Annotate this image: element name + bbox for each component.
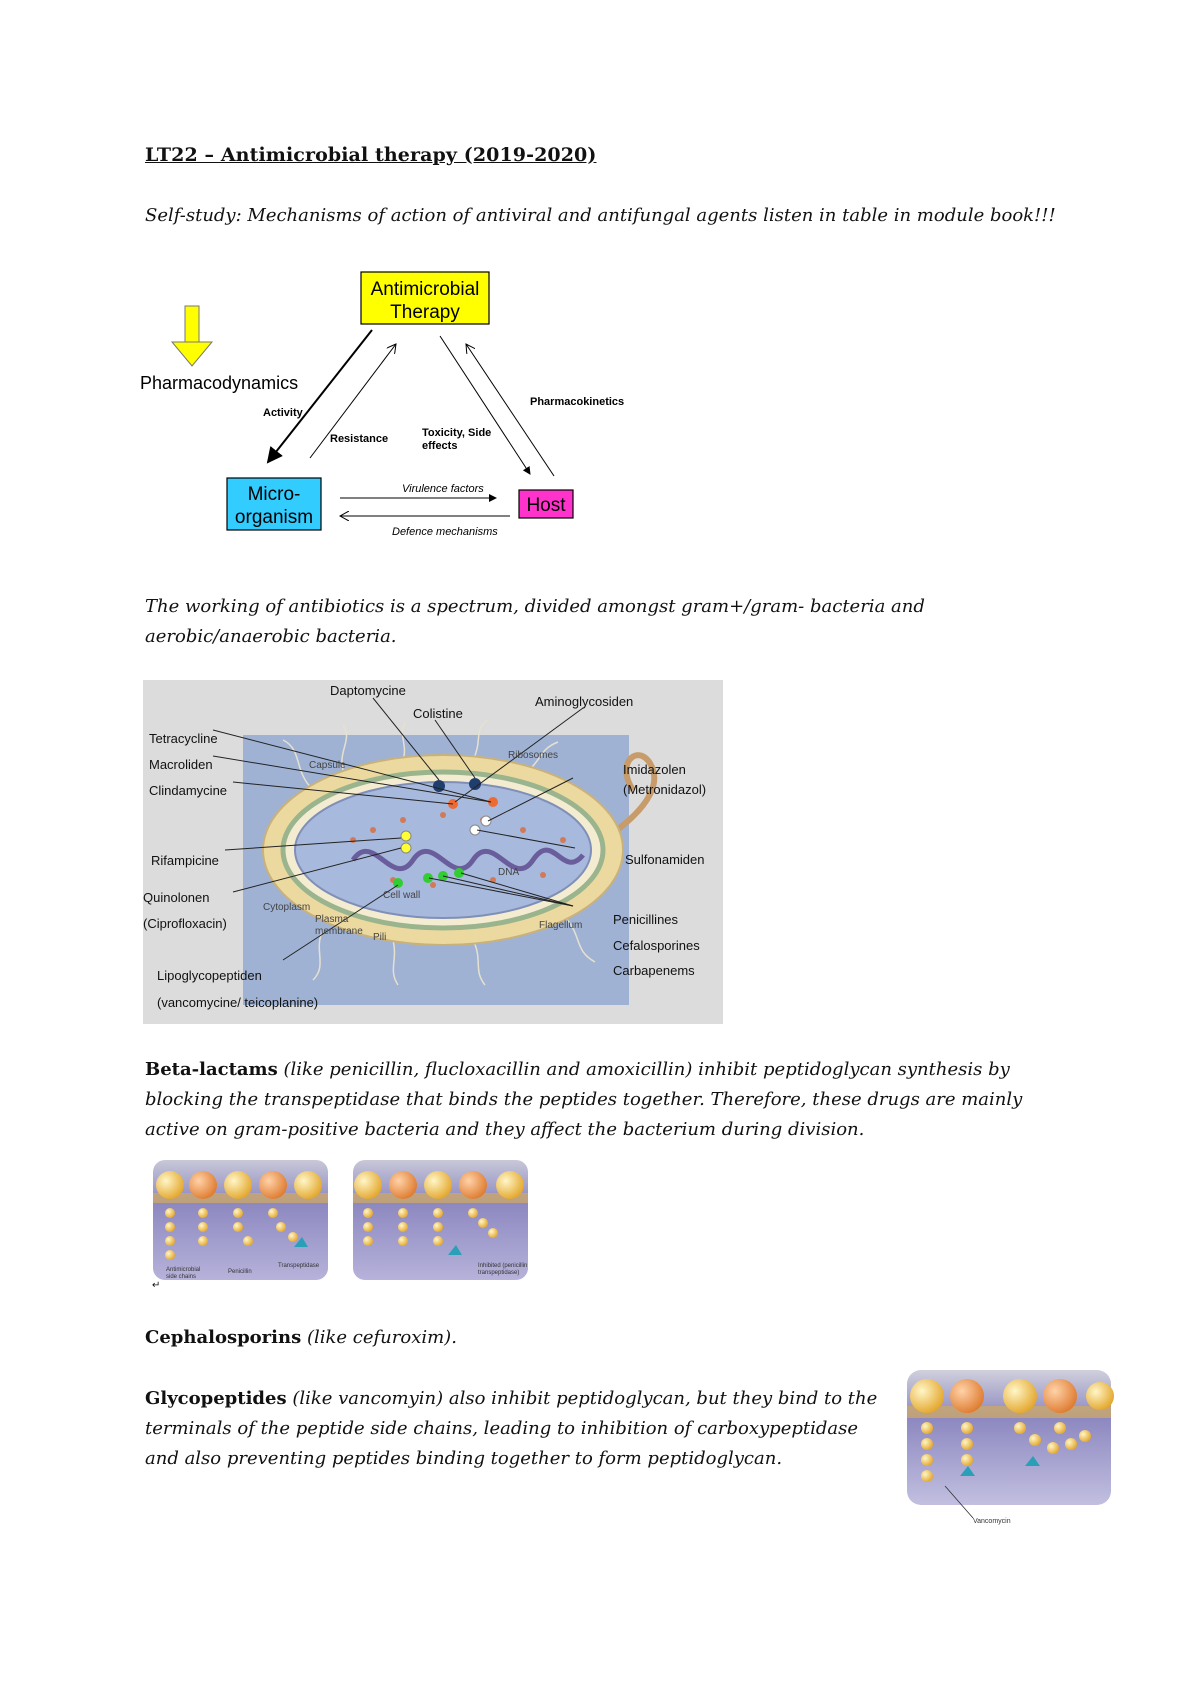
activity-label: Activity bbox=[263, 407, 303, 419]
label-tetracycline: Tetracycline bbox=[149, 731, 218, 746]
peptidoglycan-panel-2 bbox=[353, 1160, 528, 1280]
label-metronidazol: (Metronidazol) bbox=[623, 782, 707, 797]
imidazole-dot bbox=[481, 816, 491, 826]
micro-line2: organism bbox=[234, 507, 314, 528]
cephalosporins-text: (like cefuroxim). bbox=[301, 1327, 457, 1348]
img1-l1: Antimicrobial bbox=[166, 1267, 201, 1273]
glycopeptides-line-1 bbox=[145, 1384, 877, 1414]
inner-plasma-line1: Plasma bbox=[315, 914, 349, 925]
resistance-label: Resistance bbox=[330, 433, 389, 445]
label-carbapenems: Carbapenems bbox=[613, 963, 695, 978]
peptidoglycan-panel-1 bbox=[153, 1160, 328, 1280]
toxicity-arrow bbox=[440, 336, 530, 474]
inner-flagellum-label: Flagellum bbox=[539, 920, 583, 931]
host-label: Host bbox=[526, 495, 566, 516]
spectrum-line-1: The working of antibiotics is a spectrum, divided amongst gram+/gram- bacteria and bbox=[145, 596, 925, 617]
quinolone-dot bbox=[401, 843, 411, 853]
label-vancomycine: (vancomycine/ teicoplanine) bbox=[157, 995, 319, 1010]
img1-l3: Penicillin bbox=[228, 1269, 252, 1275]
img1-l4: Transpeptidase bbox=[278, 1263, 320, 1269]
vancomycin-illustration bbox=[905, 1368, 1115, 1528]
beta-lactams-line-2: blocking the transpeptidase that binds the peptides together. Therefore, these drugs are mainly bbox=[145, 1089, 1023, 1110]
virulence-label: Virulence factors bbox=[402, 483, 484, 495]
yellow-down-arrow-icon bbox=[172, 306, 212, 366]
inner-ribosomes-label: Ribosomes bbox=[508, 750, 559, 761]
label-imidazolen: Imidazolen bbox=[623, 762, 686, 777]
label-quinolonen: Quinolonen bbox=[143, 890, 210, 905]
spectrum-line-2: aerobic/anaerobic bacteria. bbox=[145, 626, 397, 647]
pharmacodynamics-label: Pharmacodynamics bbox=[140, 373, 299, 393]
lipoglyco-dot bbox=[393, 878, 403, 888]
pharmacokinetics-arrow bbox=[466, 344, 554, 476]
img2-l1: Inhibited (penicillin bbox=[478, 1263, 528, 1269]
vancomycin-label: Vancomycin bbox=[973, 1518, 1011, 1525]
top-box-line2: Therapy bbox=[390, 302, 460, 323]
glycopeptides-line-2: terminals of the peptide side chains, leading to inhibition of carboxypeptidase bbox=[145, 1418, 859, 1439]
footnote-mark: ↵ bbox=[152, 1280, 161, 1291]
micro-line1: Micro- bbox=[247, 484, 301, 505]
inner-capsule-label: Capsule bbox=[309, 760, 346, 771]
label-rifampicine: Rifampicine bbox=[151, 853, 219, 868]
label-sulfonamiden: Sulfonamiden bbox=[625, 852, 705, 867]
defence-label: Defence mechanisms bbox=[392, 526, 498, 537]
glycopeptides-term: Glycopeptides bbox=[145, 1388, 287, 1409]
label-macroliden: Macroliden bbox=[149, 757, 213, 772]
toxicity-line2: effects bbox=[422, 440, 458, 452]
label-daptomycine: Daptomycine bbox=[330, 683, 406, 698]
inner-dna-label: DNA bbox=[498, 867, 520, 878]
inner-cytoplasm-label: Cytoplasm bbox=[263, 902, 311, 913]
bacterial-cell-targets-diagram bbox=[143, 680, 723, 1024]
label-penicillines: Penicillines bbox=[613, 912, 679, 927]
beta-lactams-text-1: (like penicillin, flucloxacillin and amoxicillin) inhibit peptidoglycan synthesis by bbox=[277, 1059, 1010, 1080]
label-ciprofloxacin: (Ciprofloxacin) bbox=[143, 916, 227, 931]
cephalosporins-line bbox=[145, 1323, 457, 1353]
beta-lactams-line-3: active on gram-positive bacteria and they affect the bacterium during division. bbox=[145, 1119, 865, 1140]
label-cefalosporines: Cefalosporines bbox=[613, 938, 700, 953]
label-clindamycine: Clindamycine bbox=[149, 783, 228, 798]
inner-cellwall-label: Cell wall bbox=[383, 890, 421, 901]
img1-l2: side chains bbox=[166, 1274, 197, 1280]
self-study-note: Self-study: Mechanisms of action of antiviral and antifungal agents listen in table in module book!!! bbox=[145, 205, 1056, 226]
inner-plasma-line2: membrane bbox=[315, 926, 363, 937]
daptomycine-dot bbox=[433, 780, 445, 792]
toxicity-line1: Toxicity, Side bbox=[422, 427, 492, 439]
top-box-line1: Antimicrobial bbox=[370, 279, 480, 300]
beta-lactams-term: Beta-lactams bbox=[145, 1059, 278, 1080]
label-colistine: Colistine bbox=[413, 706, 463, 721]
img2-l2: transpeptidase) bbox=[478, 1270, 520, 1276]
cephalosporins-term: Cephalosporins bbox=[145, 1327, 302, 1348]
rifampicine-dot bbox=[401, 831, 411, 841]
antimicrobial-triangle-diagram bbox=[140, 262, 640, 537]
page-title: LT22 – Antimicrobial therapy (2019-2020) bbox=[145, 144, 597, 166]
pharmacokinetics-label: Pharmacokinetics bbox=[530, 396, 625, 408]
glycopeptides-text-1: (like vancomyin) also inhibit peptidoglycan, but they bind to the bbox=[286, 1388, 878, 1409]
inner-pili-label: Pili bbox=[373, 932, 387, 943]
label-lipoglycopeptiden: Lipoglycopeptiden bbox=[157, 968, 262, 983]
label-aminoglycosiden: Aminoglycosiden bbox=[535, 694, 634, 709]
peptidoglycan-illustrations bbox=[148, 1155, 538, 1290]
beta-lactams-line-1 bbox=[145, 1055, 1010, 1085]
glycopeptides-line-3: and also preventing peptides binding together to form peptidoglycan. bbox=[145, 1448, 783, 1469]
